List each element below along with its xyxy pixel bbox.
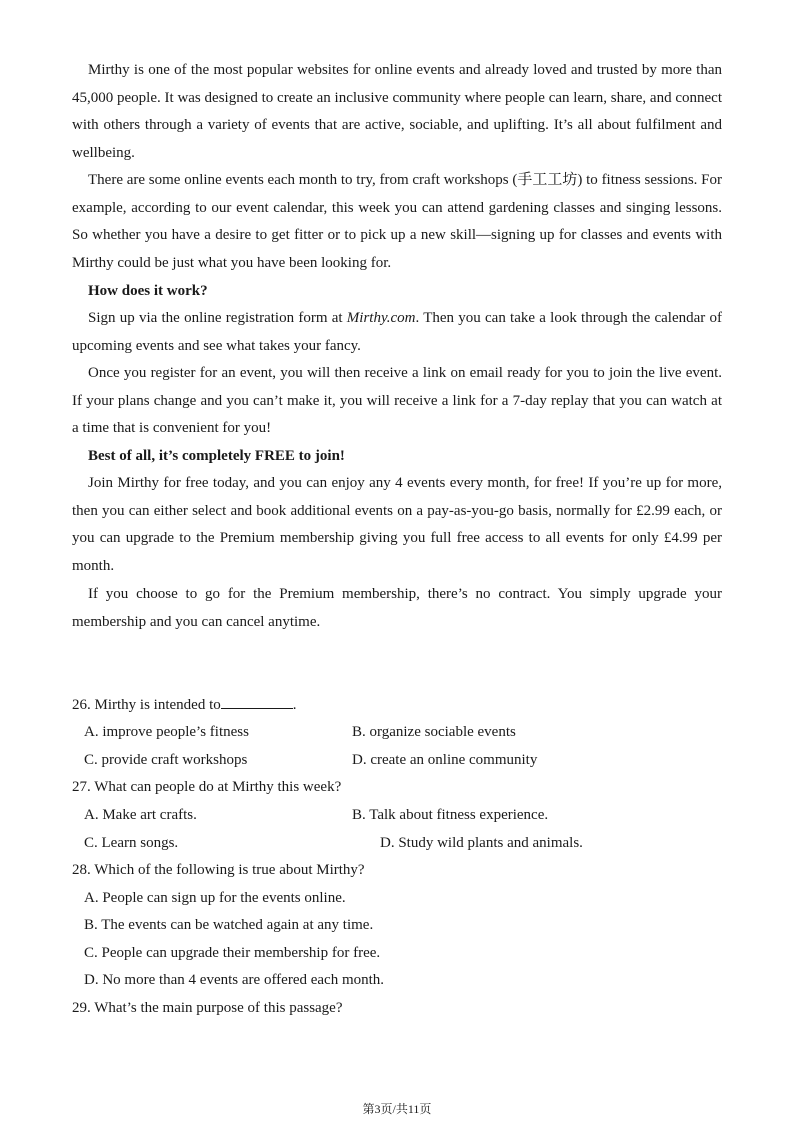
answer-blank xyxy=(221,694,293,709)
question-28-option-a: A. People can sign up for the events online. xyxy=(84,890,346,906)
question-27-option-b: B. Talk about fitness experience. xyxy=(352,807,549,823)
question-28-option-d: D. No more than 4 events are offered each month. xyxy=(84,972,385,988)
page-number: 第3页/共11页 xyxy=(362,1102,432,1116)
section-heading-free: Best of all, it’s completely FREE to join! xyxy=(88,448,345,464)
question-27-option-d: D. Study wild plants and animals. xyxy=(380,835,583,851)
question-29-stem: 29. What’s the main purpose of this passage? xyxy=(72,1000,343,1016)
question-26-option-b: B. organize sociable events xyxy=(352,724,516,740)
question-26-option-d: D. create an online community xyxy=(352,752,538,768)
question-27-option-a: A. Make art crafts. xyxy=(84,807,197,823)
passage-paragraph-3 xyxy=(72,305,722,360)
question-28-option-c: C. People can upgrade their membership for free. xyxy=(84,945,381,961)
question-26-option-c: C. provide craft workshops xyxy=(84,752,248,768)
question-28-option-b: B. The events can be watched again at any time. xyxy=(84,917,374,933)
passage-paragraph-6: If you choose to go for the Premium membership, there’s no contract. You simply upgrade your membership and you can cancel anytime. xyxy=(72,586,722,630)
question-27-stem: 27. What can people do at Mirthy this week? xyxy=(72,779,342,795)
question-26-option-a: A. improve people’s fitness xyxy=(84,724,249,740)
question-27-option-c: C. Learn songs. xyxy=(84,835,179,851)
passage-paragraph-5: Join Mirthy for free today, and you can enjoy any 4 events every month, for free! If you’re up for more, then you can either select and book additional events on a pay-as-you-go basis, normally for £2.99 each, or you can upgrade to the Premium membership giving you full free access to all events for only £4.99 per month. xyxy=(72,475,722,574)
website-name: Mirthy.com xyxy=(346,310,416,326)
section-heading-how-it-works: How does it work? xyxy=(88,283,208,299)
passage-paragraph-2: There are some online events each month to try, from craft workshops (手工工坊) to fitness sessions. For example, according to our event calendar, this week you can attend gardening classes and singing lessons. So whether you have a desire to get fitter or to pick up a new skill—signing up for classes and events with Mirthy could be just what you have been looking for. xyxy=(72,172,722,271)
paragraph-text: Sign up via the online registration form at xyxy=(88,310,347,326)
paragraph-text: . Then you can take a look through the calendar of upcoming events and see what takes your fancy. xyxy=(72,310,723,354)
passage-paragraph-4: Once you register for an event, you will then receive a link on email ready for you to join the live event. If your plans change and you can’t make it, you will receive a link for a 7-day replay that you can watch at a time that is convenient for you! xyxy=(72,365,722,437)
question-28-stem: 28. Which of the following is true about Mirthy? xyxy=(72,862,365,878)
question-26-stem: 26. Mirthy is intended to . xyxy=(72,694,297,715)
passage-paragraph-1: Mirthy is one of the most popular websites for online events and already loved and trusted by more than 45,000 people. It was designed to create an inclusive community where people can learn, share, and connect with others through a variety of events that are active, sociable, and uplifting. It’s all about fulfilment and wellbeing. xyxy=(72,62,722,161)
